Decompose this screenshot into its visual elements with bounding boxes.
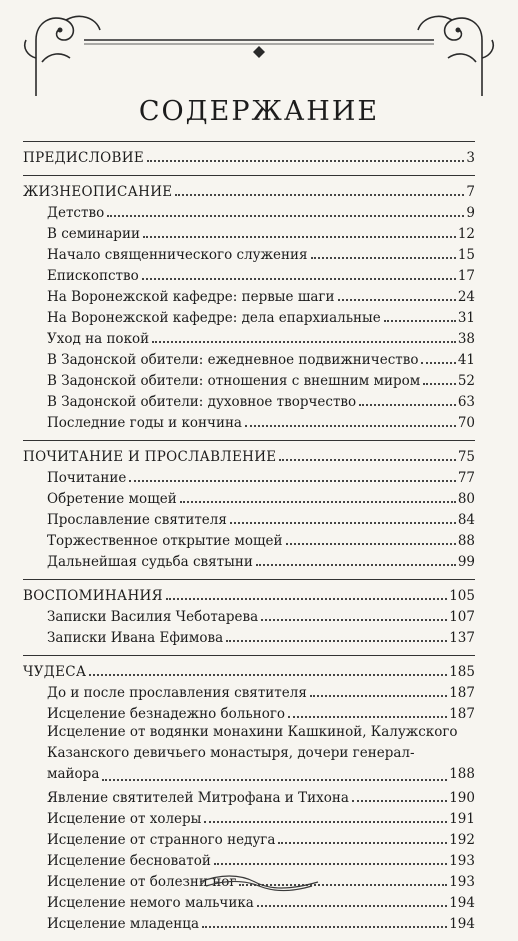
- item-text: Исцеление от странного недуга: [47, 832, 276, 848]
- item-text-line: Казанского девичьего монастыря, дочери генерал-: [47, 745, 415, 761]
- item-text: Обретение мощей: [47, 491, 177, 507]
- leader-dots: [338, 298, 456, 301]
- page-number: 193: [449, 853, 475, 869]
- toc-item-multiline: [23, 722, 475, 785]
- page-number: 17: [457, 268, 475, 284]
- page-number: 12: [457, 226, 475, 242]
- leader-dots: [226, 639, 447, 642]
- item-text: Записки Василия Чеботарева: [47, 609, 259, 625]
- item-text: На Воронежской кафедре: дела епархиальные: [47, 310, 381, 326]
- page-number: 9: [466, 205, 475, 221]
- toc-item: [23, 625, 475, 646]
- heading-text: ПРЕДИСЛОВИЕ: [23, 150, 144, 166]
- page-number: 187: [449, 706, 475, 722]
- item-text: Исцеление от болезни ног: [47, 874, 237, 890]
- heading-text: ВОСПОМИНАНИЯ: [23, 588, 163, 604]
- leader-dots: [180, 500, 456, 503]
- toc-item: [23, 326, 475, 347]
- leader-dots: [129, 479, 455, 482]
- item-text: На Воронежской кафедре: первые шаги: [47, 289, 335, 305]
- leader-dots: [143, 235, 456, 238]
- page-number: 63: [457, 394, 475, 410]
- leader-dots: [421, 361, 455, 364]
- leader-dots: [202, 925, 447, 928]
- page-number: 105: [449, 588, 475, 604]
- toc-item: [23, 528, 475, 549]
- toc-item: [23, 785, 475, 806]
- page-number: 194: [449, 916, 475, 932]
- page-number: 107: [449, 609, 475, 625]
- leader-dots: [230, 521, 456, 524]
- toc-heading: [23, 145, 475, 166]
- leader-dots: [359, 403, 456, 406]
- section-veneration: [23, 440, 475, 570]
- page-number: 185: [449, 664, 475, 680]
- toc-item: [23, 284, 475, 305]
- toc-item: [23, 680, 475, 701]
- leader-dots: [204, 820, 447, 823]
- leader-dots: [102, 778, 447, 781]
- toc-item: [23, 221, 475, 242]
- leader-dots: [257, 904, 447, 907]
- toc-item: [23, 242, 475, 263]
- page-number: 192: [449, 832, 475, 848]
- item-text: Прославление святителя: [47, 512, 227, 528]
- page-number: 190: [449, 790, 475, 806]
- section-biography: [23, 175, 475, 431]
- leader-dots: [288, 715, 447, 718]
- page-number: 193: [449, 874, 475, 890]
- leader-dots: [147, 159, 464, 162]
- toc-item: [23, 549, 475, 570]
- item-text: Последние годы и кончина: [47, 415, 242, 431]
- page-number: 41: [457, 352, 475, 368]
- toc-item: [23, 465, 475, 486]
- page-number: 77: [457, 470, 475, 486]
- page-number: 52: [457, 373, 475, 389]
- page-number: 15: [457, 247, 475, 263]
- toc-heading: [23, 659, 475, 680]
- page-number: 99: [457, 554, 475, 570]
- page-number: 137: [449, 630, 475, 646]
- table-of-contents: [23, 141, 475, 941]
- toc-item: [23, 806, 475, 827]
- leader-dots: [89, 673, 447, 676]
- leader-dots: [384, 319, 456, 322]
- page-number: 70: [457, 415, 475, 431]
- section-preface: [23, 141, 475, 166]
- toc-item: [23, 200, 475, 221]
- leader-dots: [175, 193, 464, 196]
- heading-text: ПОЧИТАНИЕ И ПРОСЛАВЛЕНИЕ: [23, 449, 277, 465]
- toc-item: [23, 368, 475, 389]
- item-text: Торжественное открытие мощей: [47, 533, 283, 549]
- item-text: До и после прославления святителя: [47, 685, 307, 701]
- page-number: 194: [449, 895, 475, 911]
- item-text-line: майора: [47, 766, 100, 782]
- top-ornament: [0, 0, 518, 100]
- toc-item: [23, 701, 475, 722]
- leader-dots: [423, 382, 456, 385]
- page-number: 7: [466, 184, 475, 200]
- toc-item: [23, 911, 475, 932]
- item-text: Епископство: [47, 268, 139, 284]
- item-text: В Задонской обители: отношения с внешним миром: [47, 373, 421, 389]
- heading-text: ЖИЗНЕОПИСАНИЕ: [23, 184, 173, 200]
- toc-heading: [23, 179, 475, 200]
- toc-item: [23, 263, 475, 284]
- page-number: 24: [457, 289, 475, 305]
- bottom-ornament: [0, 868, 518, 900]
- page-number: 187: [449, 685, 475, 701]
- toc-heading: [23, 583, 475, 604]
- leader-dots: [261, 618, 447, 621]
- page-number: 75: [457, 449, 475, 465]
- section-memoirs: [23, 579, 475, 646]
- toc-item: [23, 827, 475, 848]
- page-number: 38: [457, 331, 475, 347]
- item-text: Явление святителей Митрофана и Тихона: [47, 790, 349, 806]
- item-text: В Задонской обители: ежедневное подвижничество: [47, 352, 419, 368]
- toc-item: [23, 389, 475, 410]
- leader-dots: [311, 256, 456, 259]
- page-number: 80: [457, 491, 475, 507]
- item-text: Исцеление от холеры: [47, 811, 202, 827]
- page-number: 3: [466, 150, 475, 166]
- toc-item: [23, 410, 475, 431]
- leader-dots: [245, 424, 456, 427]
- item-text: Детство: [47, 205, 105, 221]
- item-text: В семинарии: [47, 226, 140, 242]
- leader-dots: [286, 542, 456, 545]
- toc-heading: [23, 444, 475, 465]
- toc-item: [23, 604, 475, 625]
- toc-item: [23, 848, 475, 869]
- page-number: 31: [457, 310, 475, 326]
- toc-item: [23, 486, 475, 507]
- item-text-line: Исцеление от водянки монахини Кашкиной, Калужского: [47, 724, 458, 740]
- item-text: Записки Ивана Ефимова: [47, 630, 224, 646]
- leader-dots: [142, 277, 456, 280]
- leader-dots: [214, 862, 447, 865]
- page-title: СОДЕРЖАНИЕ: [138, 96, 380, 127]
- item-text: Уход на покой: [47, 331, 150, 347]
- leader-dots: [310, 694, 447, 697]
- page-number: 84: [457, 512, 475, 528]
- item-text: В Задонской обители: духовное творчество: [47, 394, 357, 410]
- leader-dots: [152, 340, 456, 343]
- item-text: Исцеление безнадежно больного: [47, 706, 286, 722]
- item-text: Исцеление немого мальчика: [47, 895, 254, 911]
- leader-dots: [256, 563, 456, 566]
- page-number: 191: [449, 811, 475, 827]
- heading-text: ЧУДЕСА: [23, 664, 87, 680]
- leader-dots: [166, 597, 447, 600]
- toc-item: [23, 305, 475, 326]
- item-text: Исцеление бесноватой: [47, 853, 211, 869]
- toc-item: [23, 507, 475, 528]
- leader-dots: [278, 841, 447, 844]
- page-number: 188: [449, 766, 475, 782]
- item-text: Почитание: [47, 470, 127, 486]
- leader-dots: [279, 458, 455, 461]
- item-text: Исцеление младенца: [47, 916, 200, 932]
- leader-dots: [107, 214, 464, 217]
- leader-dots: [352, 799, 447, 802]
- page-number: 88: [457, 533, 475, 549]
- item-text: Начало священнического служения: [47, 247, 308, 263]
- item-text: Дальнейшая судьба святыни: [47, 554, 253, 570]
- toc-item: [23, 347, 475, 368]
